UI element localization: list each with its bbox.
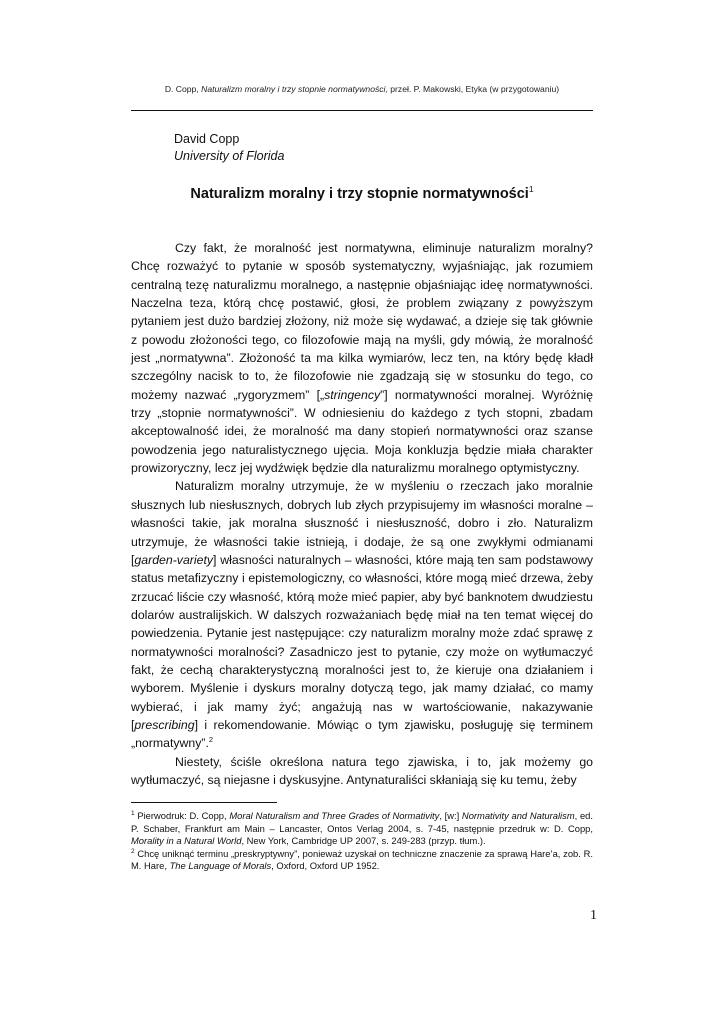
author-block [174, 131, 284, 165]
header-title: Naturalizm moralny i trzy stopnie normatywności, [201, 84, 388, 94]
paragraph-3: Niestety, ściśle określona natura tego zjawiska, i to, jak możemy go wytłumaczyć, są niejasne i dyskusyjne. Antynaturaliści skłaniają się ku temu, żeby [131, 754, 593, 787]
paragraph-2-text-c: ] i rekomendowanie. Mówiąc o tym zjawisku, posługuję się terminem „normatywny”. [131, 717, 593, 751]
footnote-2 [131, 848, 593, 873]
footnote-1-text-a: Pierwodruk: D. Copp, [134, 810, 230, 821]
footnote-1-text-d: , New York, Cambridge UP 2007, s. 249-283 (przyp. tłum.). [241, 835, 486, 846]
paragraph-1-text-b: ”] normatywności moralnej. Wyróżnię trzy „stopnie normatywności”. W odniesieniu do każdego z tych stopni, zbadam akceptowalność idei, że moralność ma dany stopień normatywności oraz szanse powodzenia jego naturalistycznego ujęcia. Moja konkluzja będzie miała charakter prowizoryczny, lecz jej wydźwięk będzie dla naturalizmu moralnego optymistyczny. [131, 387, 593, 476]
paragraph-2-emphasis-1: garden-variety [134, 552, 214, 567]
footnote-rule [131, 802, 277, 803]
footnote-2-number: 2 [131, 847, 135, 855]
footnote-1 [131, 810, 593, 848]
header-rule [131, 110, 593, 111]
header-author: D. Copp, [164, 84, 199, 94]
page-number: 1 [590, 908, 597, 923]
header-rest: przeł. P. Makowski, Etyka (w przygotowaniu) [390, 84, 560, 94]
footnote-2-text-a: Chcę uniknąć terminu „preskryptywny”, ponieważ uzyskał on techniczne znaczenie za sprawą Hare’a, zob. R. M. Hare, [131, 847, 593, 871]
paragraph-2-text-b: ] własności naturalnych – własności, które mają ten sam podstawowy status metafizyczny i epistemologiczny, co własności, które mogą mieć drzewa, żeby zrzucać liście czy własność, którą może mieć papier, aby być banknotem dwudziestu dolarów australijskich. W dalszych rozważaniach będę miał na ten temat więcej do powiedzenia. Pytanie jest następujące: czy naturalizm moralny może zdać sprawę z normatywności moralności? Zasadniczo jest to pytanie, czy może on wytłumaczyć fakt, że cechą charakterystyczną moralności jest to, że kieruje ona działaniem i wyborem. Myślenie i dyskurs moralny dotyczą tego, jak mamy działać, co mamy wybierać, i jak mamy żyć; angażują nas w wartościowanie, nakazywanie [ [131, 552, 593, 732]
footnote-1-emphasis-1: Moral Naturalism and Three Grades of Normativity [229, 810, 440, 821]
footnote-1-text-c: , ed. P. Schaber, Frankfurt am Main – Lancaster, Ontos Verlag 2004, s. 7-45, następnie przedruk w: D. Copp, [131, 810, 593, 834]
paragraph-2-text-a: Naturalizm moralny utrzymuje, że w myśleniu o rzeczach jako moralnie słusznych lub niesłusznych, dobrych lub złych przypisujemy im własności moralne – własności takie, jak moralna słuszność i niesłuszność, dobro i zło. Naturalizm utrzymuje, że własności takie istnieją, i dodaje, że są one zwykłymi odmianami [ [131, 479, 593, 567]
footnote-2-emphasis: The Language of Morals [169, 860, 272, 871]
paragraph-2 [131, 477, 593, 752]
footnote-1-text-b: , [w:] [439, 810, 462, 821]
footnotes [131, 810, 593, 873]
paragraph-2-emphasis-2: prescribing [134, 717, 195, 732]
paragraph-1-text-a: Czy fakt, że moralność jest normatywna, eliminuje naturalizm moralny? Chcę rozważyć to pytanie w sposób systematyczny, wyjaśniając, jak rozumiem centralną tezę naturalizmu moralnego, a następnie objaśniając ideę normatywności. Naczelna teza, którą chcę postawić, głosi, że problem związany z powyższym pytaniem jest dużo bardziej złożony, niż może się wydawać, a dzieje się tak głównie z powodu złożoności tego, co filozofowie mają na myśli, gdy mówią, że moralność jest „normatywna”. Złożoność ta ma kilka wymiarów, lecz ten, na który będę kładł szczególny nacisk to to, że filozofowie nie zgadzają się w stosunku do tego, co możemy nazwać „rygoryzmem” [„ [131, 241, 593, 402]
title-footnote-ref[interactable]: 1 [528, 184, 534, 195]
footnote-2-text-b: , Oxford, Oxford UP 1952. [271, 860, 380, 871]
author-affiliation: University of Florida [174, 149, 285, 163]
footnote-1-emphasis-2: Normativity and Naturalism [461, 810, 575, 821]
paragraph-2-footnote-ref[interactable]: 2 [208, 735, 214, 745]
paragraph-1-emphasis: stringency [324, 387, 381, 402]
footnote-1-emphasis-3: Morality in a Natural World [131, 835, 242, 846]
author-name: David Copp [174, 132, 240, 146]
body-text [131, 239, 593, 789]
paragraph-1 [131, 239, 593, 477]
paper-title [0, 185, 724, 203]
running-header [0, 84, 724, 95]
paper-title-text: Naturalizm moralny i trzy stopnie normatywności [190, 186, 529, 202]
footnote-1-number: 1 [131, 809, 135, 817]
